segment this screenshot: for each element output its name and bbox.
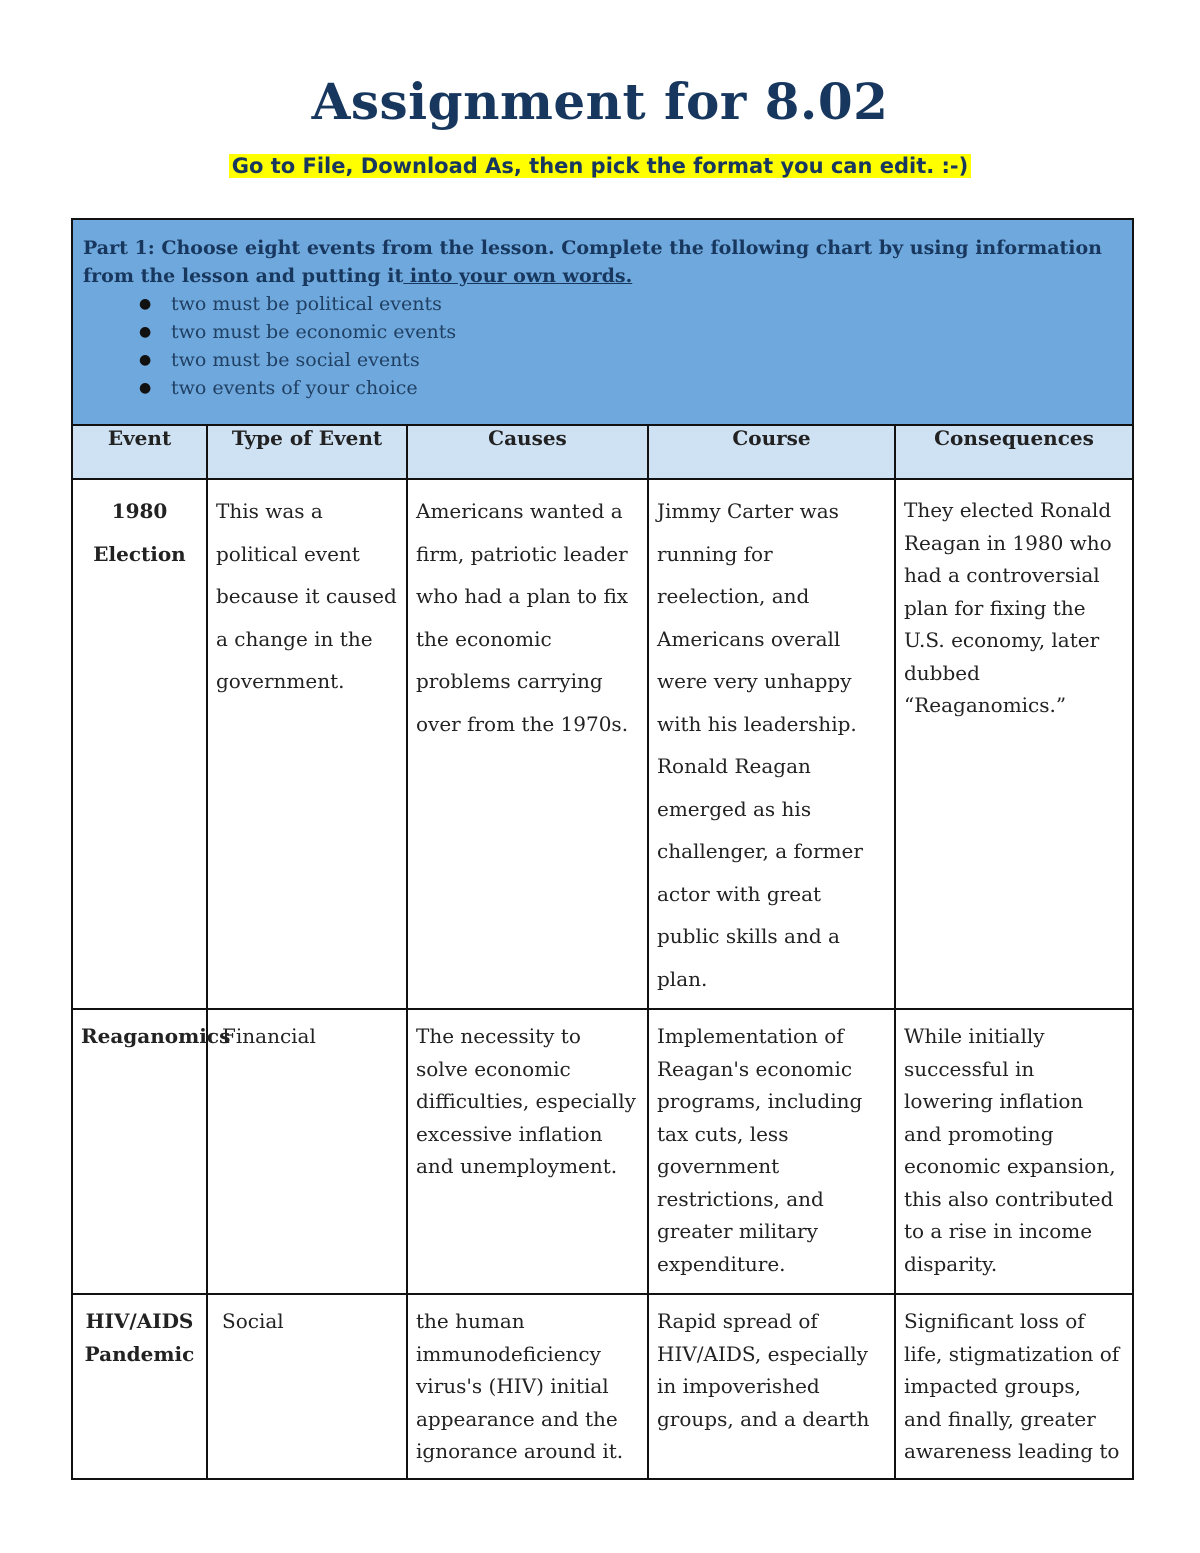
instructions-cell (72, 219, 1133, 425)
instructions-underlined: into your own words. (403, 265, 633, 287)
bullet-icon: ● (139, 352, 152, 368)
instructions-row (72, 219, 1133, 425)
event-cell: HIV/AIDS Pandemic (72, 1294, 207, 1479)
header-event: Event (72, 425, 207, 479)
page-title: Assignment for 8.02 (311, 72, 889, 131)
list-item: ● two must be social events (171, 346, 1122, 374)
consequences-cell: They elected Ronald Reagan in 1980 who had a controversial plan for fixing the U.S. economy, later dubbed “Reaganomics.” (895, 479, 1133, 1009)
subtitle-wrap (0, 154, 1200, 178)
table-header-row (72, 425, 1133, 479)
course-cell: Implementation of Reagan's economic programs, including tax cuts, less government restrictions, and greater military expenditure. (648, 1009, 895, 1294)
table-row (72, 479, 1133, 1009)
course-cell: Rapid spread of HIV/AIDS, especially in impoverished groups, and a dearth (648, 1294, 895, 1479)
instructions-lead: Part 1: Choose eight events from the lesson. Complete the following chart by using information from the lesson and putting it (83, 237, 1102, 287)
list-item: ● two must be political events (171, 290, 1122, 318)
table-row (72, 1009, 1133, 1294)
instruction-highlight: Go to File, Download As, then pick the format you can edit. :-) (229, 154, 972, 178)
causes-cell: the human immunodeficiency virus's (HIV) initial appearance and the ignorance around it. (407, 1294, 648, 1479)
bullet-icon: ● (139, 296, 152, 312)
causes-cell: The necessity to solve economic difficulties, especially excessive inflation and unemployment. (407, 1009, 648, 1294)
consequences-cell: While initially successful in lowering inflation and promoting economic expansion, this also contributed to a rise in income disparity. (895, 1009, 1133, 1294)
header-causes: Causes (407, 425, 648, 479)
instructions-text (83, 234, 1122, 290)
causes-cell: Americans wanted a firm, patriotic leader who had a plan to fix the economic problems carrying over from the 1970s. (407, 479, 648, 1009)
events-chart-table (71, 218, 1134, 1480)
type-cell: Social (207, 1294, 407, 1479)
event-cell: Reaganomics (72, 1009, 207, 1294)
bullet-icon: ● (139, 380, 152, 396)
type-cell: This was a political event because it caused a change in the government. (207, 479, 407, 1009)
header-course: Course (648, 425, 895, 479)
consequences-cell: Significant loss of life, stigmatization of impacted groups, and finally, greater awareness leading to (895, 1294, 1133, 1479)
event-cell: 1980 Election (72, 479, 207, 1009)
header-consequences: Consequences (895, 425, 1133, 479)
course-cell: Jimmy Carter was running for reelection, and Americans overall were very unhappy with his leadership. Ronald Reagan emerged as his challenger, a former actor with great public skills and a plan. (648, 479, 895, 1009)
bullet-icon: ● (139, 324, 152, 340)
list-item: ● two events of your choice (171, 374, 1122, 402)
table-row (72, 1294, 1133, 1479)
requirements-list (83, 290, 1122, 402)
type-cell: Financial (207, 1009, 407, 1294)
header-type-of-event: Type of Event (207, 425, 407, 479)
list-item: ● two must be economic events (171, 318, 1122, 346)
